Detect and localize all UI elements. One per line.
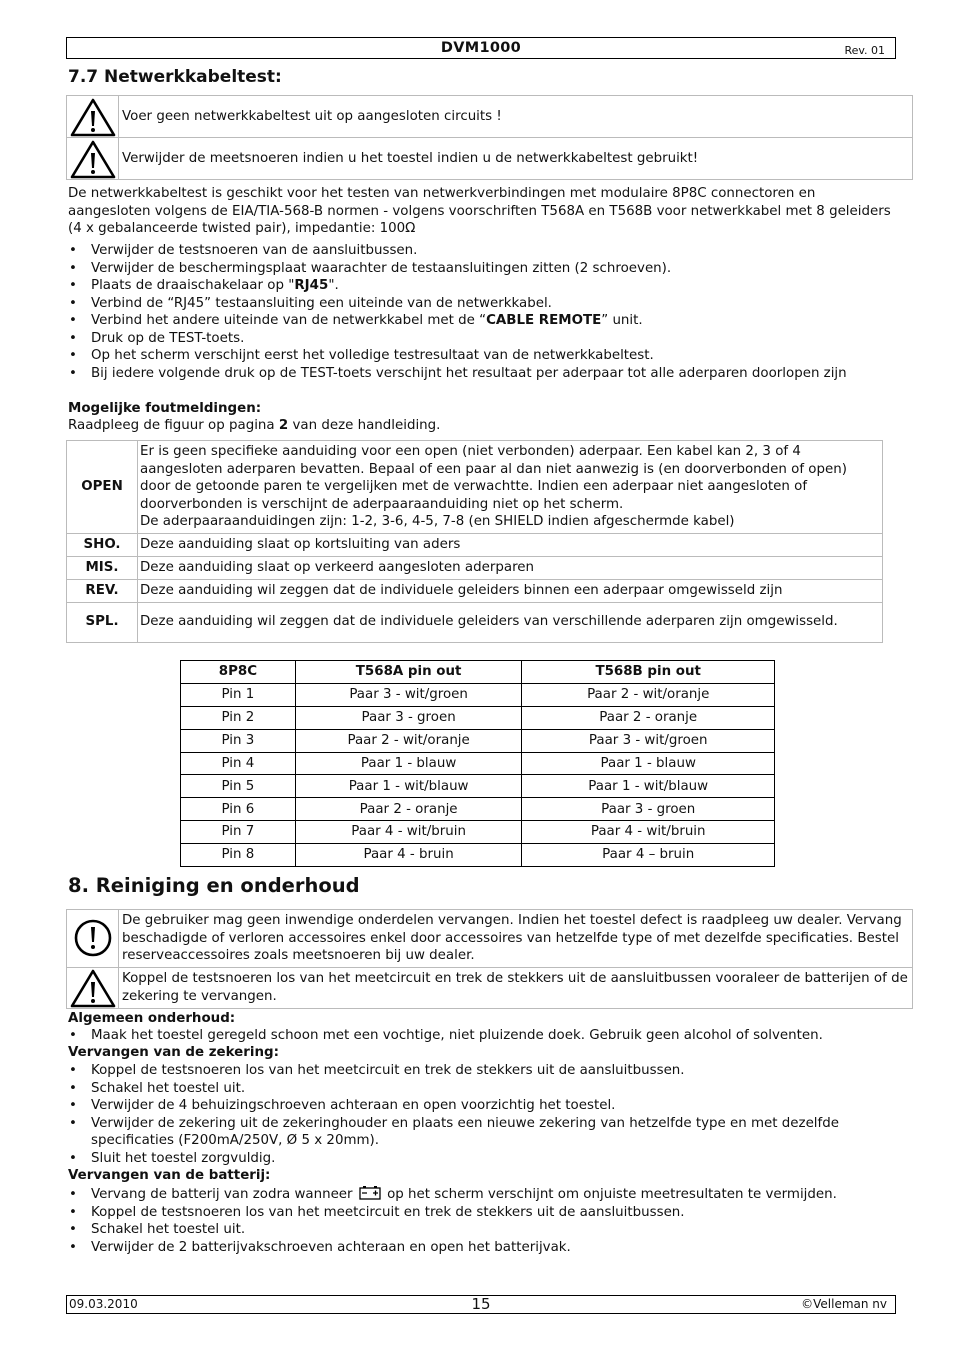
- list-item: • Schakel het toestel uit.: [68, 1221, 898, 1239]
- code-description: Deze aanduiding slaat op kortsluiting van aders: [138, 534, 883, 557]
- list-item: • Plaats de draaischakelaar op "RJ45".: [68, 277, 898, 295]
- list-item: • Schakel het toestel uit.: [68, 1080, 898, 1098]
- code-label: REV.: [67, 579, 138, 602]
- general-title: Algemeen onderhoud:: [68, 1011, 236, 1026]
- list-item: • Verwijder de zekering uit de zekeringhouder en plaats een nieuwe zekering van hetzelfde type en met dezelfde specificaties (F200mA/250V, Ø 5 x 20mm).: [68, 1115, 898, 1150]
- table-row: Pin 1 Paar 3 - wit/groen Paar 2 - wit/oranje: [181, 683, 775, 706]
- errors-title: Mogelijke foutmeldingen:: [68, 401, 262, 416]
- network-warnings: [66, 95, 913, 180]
- list-item: • Verwijder de beschermingsplaat waarachter de testaansluitingen zitten (2 schroeven).: [68, 260, 898, 278]
- table-row: Pin 5 Paar 1 - wit/blauw Paar 1 - wit/blauw: [181, 775, 775, 798]
- table-row: Pin 4 Paar 1 - blauw Paar 1 - blauw: [181, 752, 775, 775]
- fuse-title: Vervangen van de zekering:: [68, 1045, 279, 1060]
- pin-out-table: [180, 660, 775, 867]
- table-row: Pin 8 Paar 4 - bruin Paar 4 – bruin: [181, 844, 775, 867]
- battery-icon: [359, 1186, 381, 1200]
- warning-triangle-icon: [70, 139, 116, 179]
- warning-text: Voer geen netwerkkabeltest uit op aangesloten circuits !: [119, 96, 913, 138]
- code-description: Deze aanduiding slaat op verkeerd aangesloten aderparen: [138, 557, 883, 580]
- maintenance-warnings: [66, 909, 913, 1009]
- list-item: • Op het scherm verschijnt eerst het volledige testresultaat van de netwerkkabeltest.: [68, 347, 898, 365]
- list-item: • Druk op de TEST-toets.: [68, 330, 898, 348]
- list-item: • Verwijder de 2 batterijvakschroeven achteraan en open het batterijvak.: [68, 1239, 898, 1257]
- table-header: T568B pin out: [522, 661, 775, 684]
- list-item: • Sluit het toestel zorgvuldig.: [68, 1150, 898, 1168]
- code-label: OPEN: [67, 441, 138, 534]
- warning-text: Koppel de testsnoeren los van het meetcircuit en trek de stekkers uit de aansluitbussen vooraleer de batterijen of de zekering te vervangen.: [119, 967, 913, 1008]
- code-description: Deze aanduiding wil zeggen dat de individuele geleiders binnen een aderpaar omgewisseld zijn: [138, 579, 883, 602]
- code-label: SPL.: [67, 602, 138, 642]
- warning-text: Verwijder de meetsnoeren indien u het toestel indien u de netwerkkabeltest gebruikt!: [119, 138, 913, 180]
- list-item: • Bij iedere volgende druk op de TEST-toets verschijnt het resultaat per aderpaar tot alle aderparen doorlopen zijn: [68, 365, 898, 383]
- list-item: • Koppel de testsnoeren los van het meetcircuit en trek de stekkers uit de aansluitbussen.: [68, 1062, 898, 1080]
- footer-date: 09.03.2010: [69, 1297, 138, 1311]
- code-description: Deze aanduiding wil zeggen dat de individuele geleiders van verschillende aderparen zijn omgewisseld.: [138, 602, 883, 642]
- code-label: SHO.: [67, 534, 138, 557]
- copyright: ©Velleman nv: [801, 1297, 887, 1311]
- list-item: • Vervang de batterij van zodra wanneer op het scherm verschijnt om onjuiste meetresultaten te vermijden.: [68, 1186, 898, 1204]
- revision: Rev. 01: [844, 44, 885, 57]
- fuse-list: [68, 1062, 898, 1167]
- code-label: MIS.: [67, 557, 138, 580]
- warning-triangle-icon: [70, 968, 116, 1008]
- list-item: • Koppel de testsnoeren los van het meetcircuit en trek de stekkers uit de aansluitbussen.: [68, 1204, 898, 1222]
- code-description: Er is geen specifieke aanduiding voor een open (niet verbonden) aderpaar. Een kabel kan 2, 3 of 4 aangesloten aderparen bevatten. Bepaal of een paar al dan niet aanwezig is (en doorverbonden of open) door de getoonde paren te vergelijken met de verwachtte. Indien een aderpaar niet aangesloten of doorverbonden is verschijnt de aderpaaraanduiding niet op het scherm. De aderpaaraanduidingen zijn: 1-2, 3-6, 4-5, 7-8 (en SHIELD indien afgeschermde kabel): [138, 441, 883, 534]
- section-8-title: 8. Reiniging en onderhoud: [68, 874, 360, 897]
- table-row: Pin 3 Paar 2 - wit/oranje Paar 3 - wit/groen: [181, 729, 775, 752]
- list-item: • Verbind de “RJ45” testaansluiting een uiteinde van de netwerkkabel.: [68, 295, 898, 313]
- battery-list: [68, 1186, 898, 1256]
- list-item: • Verbind het andere uiteinde van de netwerkkabel met de “CABLE REMOTE” unit.: [68, 312, 898, 330]
- list-item: • Maak het toestel geregeld schoon met een vochtige, niet pluizende doek. Gebruik geen alcohol of solventen.: [68, 1027, 898, 1045]
- section-77-title: 7.7 Netwerkkabeltest:: [68, 67, 282, 87]
- table-row: Pin 6 Paar 2 - oranje Paar 3 - groen: [181, 798, 775, 821]
- table-row: Pin 7 Paar 4 - wit/bruin Paar 4 - wit/bruin: [181, 821, 775, 844]
- exclamation-circle-icon: [73, 918, 113, 958]
- page-footer: [66, 1295, 896, 1314]
- network-steps: [68, 242, 898, 382]
- table-row: Pin 2 Paar 3 - groen Paar 2 - oranje: [181, 706, 775, 729]
- table-header: T568A pin out: [295, 661, 522, 684]
- battery-title: Vervangen van de batterij:: [68, 1168, 271, 1183]
- table-header: 8P8C: [181, 661, 296, 684]
- general-list: [68, 1027, 898, 1045]
- page-number: 15: [471, 1295, 491, 1313]
- error-codes-table: [66, 440, 883, 643]
- list-item: • Verwijder de testsnoeren van de aansluitbussen.: [68, 242, 898, 260]
- warning-triangle-icon: [70, 97, 116, 137]
- model-name: DVM1000: [440, 40, 522, 56]
- network-intro: De netwerkkabeltest is geschikt voor het testen van netwerkverbindingen met modulaire 8P8C connectoren en aangesloten volgens de EIA/TIA-568-B normen - volgens voorschriften T568A en T568B voor netwerkkabel met 8 geleiders (4 x gebalanceerde twisted pair), impedantie: 100Ω: [68, 186, 891, 236]
- page-header: [66, 37, 896, 59]
- warning-text: De gebruiker mag geen inwendige onderdelen vervangen. Indien het toestel defect is raadpleeg uw dealer. Vervang beschadigde of verloren accessoires enkel door accessoires van hetzelfde type of met dezelfde specificaties. Bestel reserveaccessoires zoals meetsnoeren bij uw dealer.: [119, 910, 913, 968]
- errors-reference: Raadpleeg de figuur op pagina 2 van deze handleiding.: [68, 418, 441, 433]
- list-item: • Verwijder de 4 behuizingschroeven achteraan en open voorzichtig het toestel.: [68, 1097, 898, 1115]
